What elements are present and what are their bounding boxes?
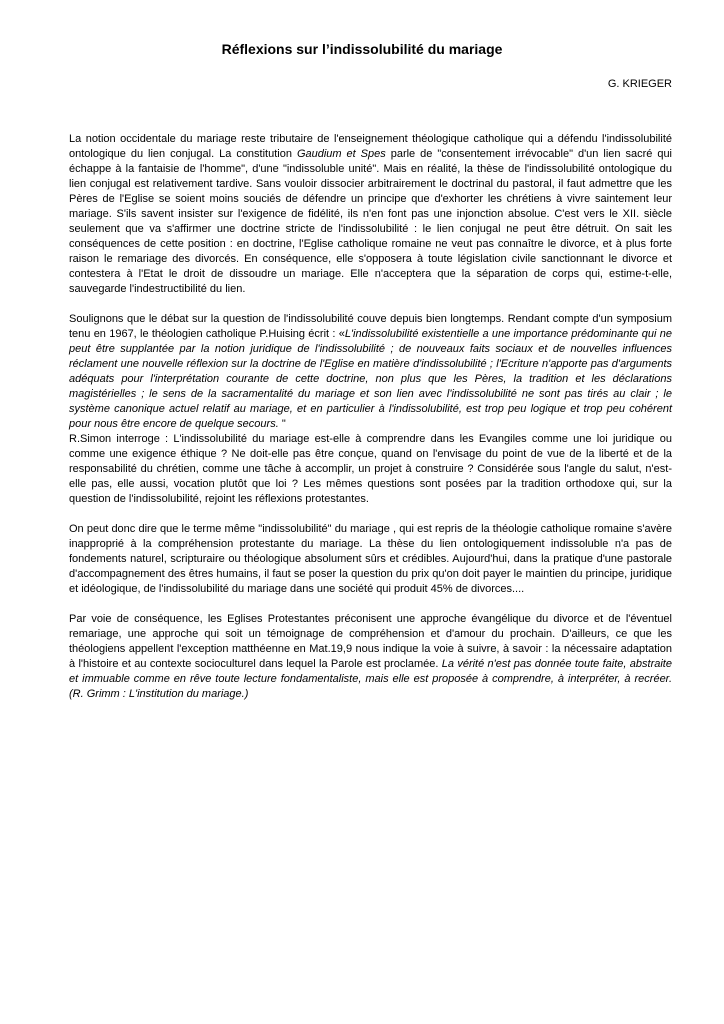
paragraph-1 [69, 132, 672, 297]
paragraph-1-italic-title: Gaudium et Spes [296, 148, 386, 160]
paragraph-5-quotation: La vérité n'est pas donnée toute faite, abstraite et immuable comme en rêve toute lecture fondamentaliste, mais elle est proposée à comprendre, à interpréter, à recréer. (R. Grimm : L'institution du mariage.) [69, 658, 672, 700]
document-title: Réflexions sur l’indissolubilité du mariage [221, 41, 503, 57]
document-body [69, 132, 672, 717]
paragraph-3: R.Simon interroge : L'indissolubilité du mariage est-elle à comprendre dans les Evangiles comme une loi juridique ou comme une exigence éthique ? Ne doit-elle pas être conçue, quand on l'envisage du point de vue de la liberté et de la responsabilité du chrétien, comme une tâche à accomplir, un projet à construire ? Considérée sous l'angle du salut, n'est-elle pas, elle aussi, vocation plutôt que loi ? Les mêmes questions sont posées par la tradition orthodoxe qui, sur la question de l'indissolubilité, rejoint les réflexions protestantes. [69, 433, 672, 505]
paragraph-4: On peut donc dire que le terme même "indissolubilité" du mariage , qui est repris de la théologie catholique romaine s'avère inapproprié à la compréhension protestante du mariage. La thèse du lien ontologiquement indissoluble n'a pas de fondements naturel, scripturaire ou théologique absolument sûrs et crédibles. Aujourd'hui, dans la pratique d'une pastorale d'accompagnement des êtres humains, il faut se poser la question du prix qu'on doit payer le maintien du principe, juridique et idéologique, de l'indissolubilité du mariage dans une société qui produit 45% de divorces.... [69, 523, 672, 595]
paragraph-5-text-a: Par voie de conséquence, les Eglises Protestantes préconisent une approche évangélique du divorce et de l'éventuel remariage, une approche qui soit un témoignage de compréhension et d'amour du prochain. D'ailleurs, ce que les théologiens appellent l'exception matthéenne en Mat.19,9 nous indique la voie à suivre, à savoir : la nécessaire adaptation à l'histoire et au contexte socioculturel dans lequel la Parole est proclamée. [69, 613, 672, 670]
paragraph-2-text-c: " [278, 418, 286, 430]
paragraph-1-text-c: parle de "consentement irrévocable" d'un lien sacré qui échappe à la fantaisie de l'homme", d'une "indissoluble unité". Mais en réalité, la thèse de l'indissolubilité ontologique du lien conjugal est relativement tardive. Sans vouloir dissocier arbitrairement le doctrinal du pastoral, il faut admettre que les Pères de l'Eglise se soient moins souciés de défendre un principe que d'exhorter les chrétiens à vivre saintement leur mariage. S'ils savent insister sur l'exigence de fidélité, ils n'en font pas une injonction absolue. C'est vers le XII. siècle seulement que va s'affirmer une doctrine stricte de l'indissolubilité : le lien conjugal ne peut être détruit. On sait les conséquences de cette position : en doctrine, l'Eglise catholique romaine ne veut pas connaître le divorce, et à plus forte raison le remariage des divorcés. En conséquence, elle s'opposera à toute législation civile sanctionnant le divorce et contestera à l'Etat le droit de dissoudre un mariage. Elle n'acceptera que la séparation de corps qui, estime-t-elle, sauvegarde l'indestructibilité du lien. [69, 148, 673, 295]
document-author: G. KRIEGER [607, 78, 672, 90]
paragraph-2 [69, 312, 672, 432]
paragraph-5 [69, 612, 672, 702]
paragraph-1-text-a: La notion occidentale du mariage reste tributaire de l'enseignement théologique catholique qui a défendu l'indissolubilité ontologique du lien conjugal. La constitution [69, 133, 672, 160]
paragraph-2-text-a: Soulignons que le débat sur la question de l'indissolubilité couve depuis bien longtemps. Rendant compte d'un symposium tenu en 1967, le théologien catholique P.Huising écrit : « [69, 313, 672, 340]
paragraph-2-quotation: L'indissolubilité existentielle a une importance prédominante qui ne peut être supplantée par la notion juridique de l'indissolubilité ; de nouveaux faits sociaux et de nouvelles influences réclament une nouvelle réflexion sur la doctrine de l'Eglise en matière d'indissolubilité ; l'Ecriture n'apporte pas d'arguments adéquats pour l'interprétation courante de cette doctrine, non plus que les Pères, la tradition et les déclarations magistérielles ; le sens de la sacramentalité du mariage et son lien avec l'indissolubilité ne sont pas tirés au clair ; le système canonique actuel relatif au mariage, et en particulier à l'indissolubilité, est trop peu logique et trop peu cohérent pour nous être encore de quelque secours. [69, 328, 672, 430]
